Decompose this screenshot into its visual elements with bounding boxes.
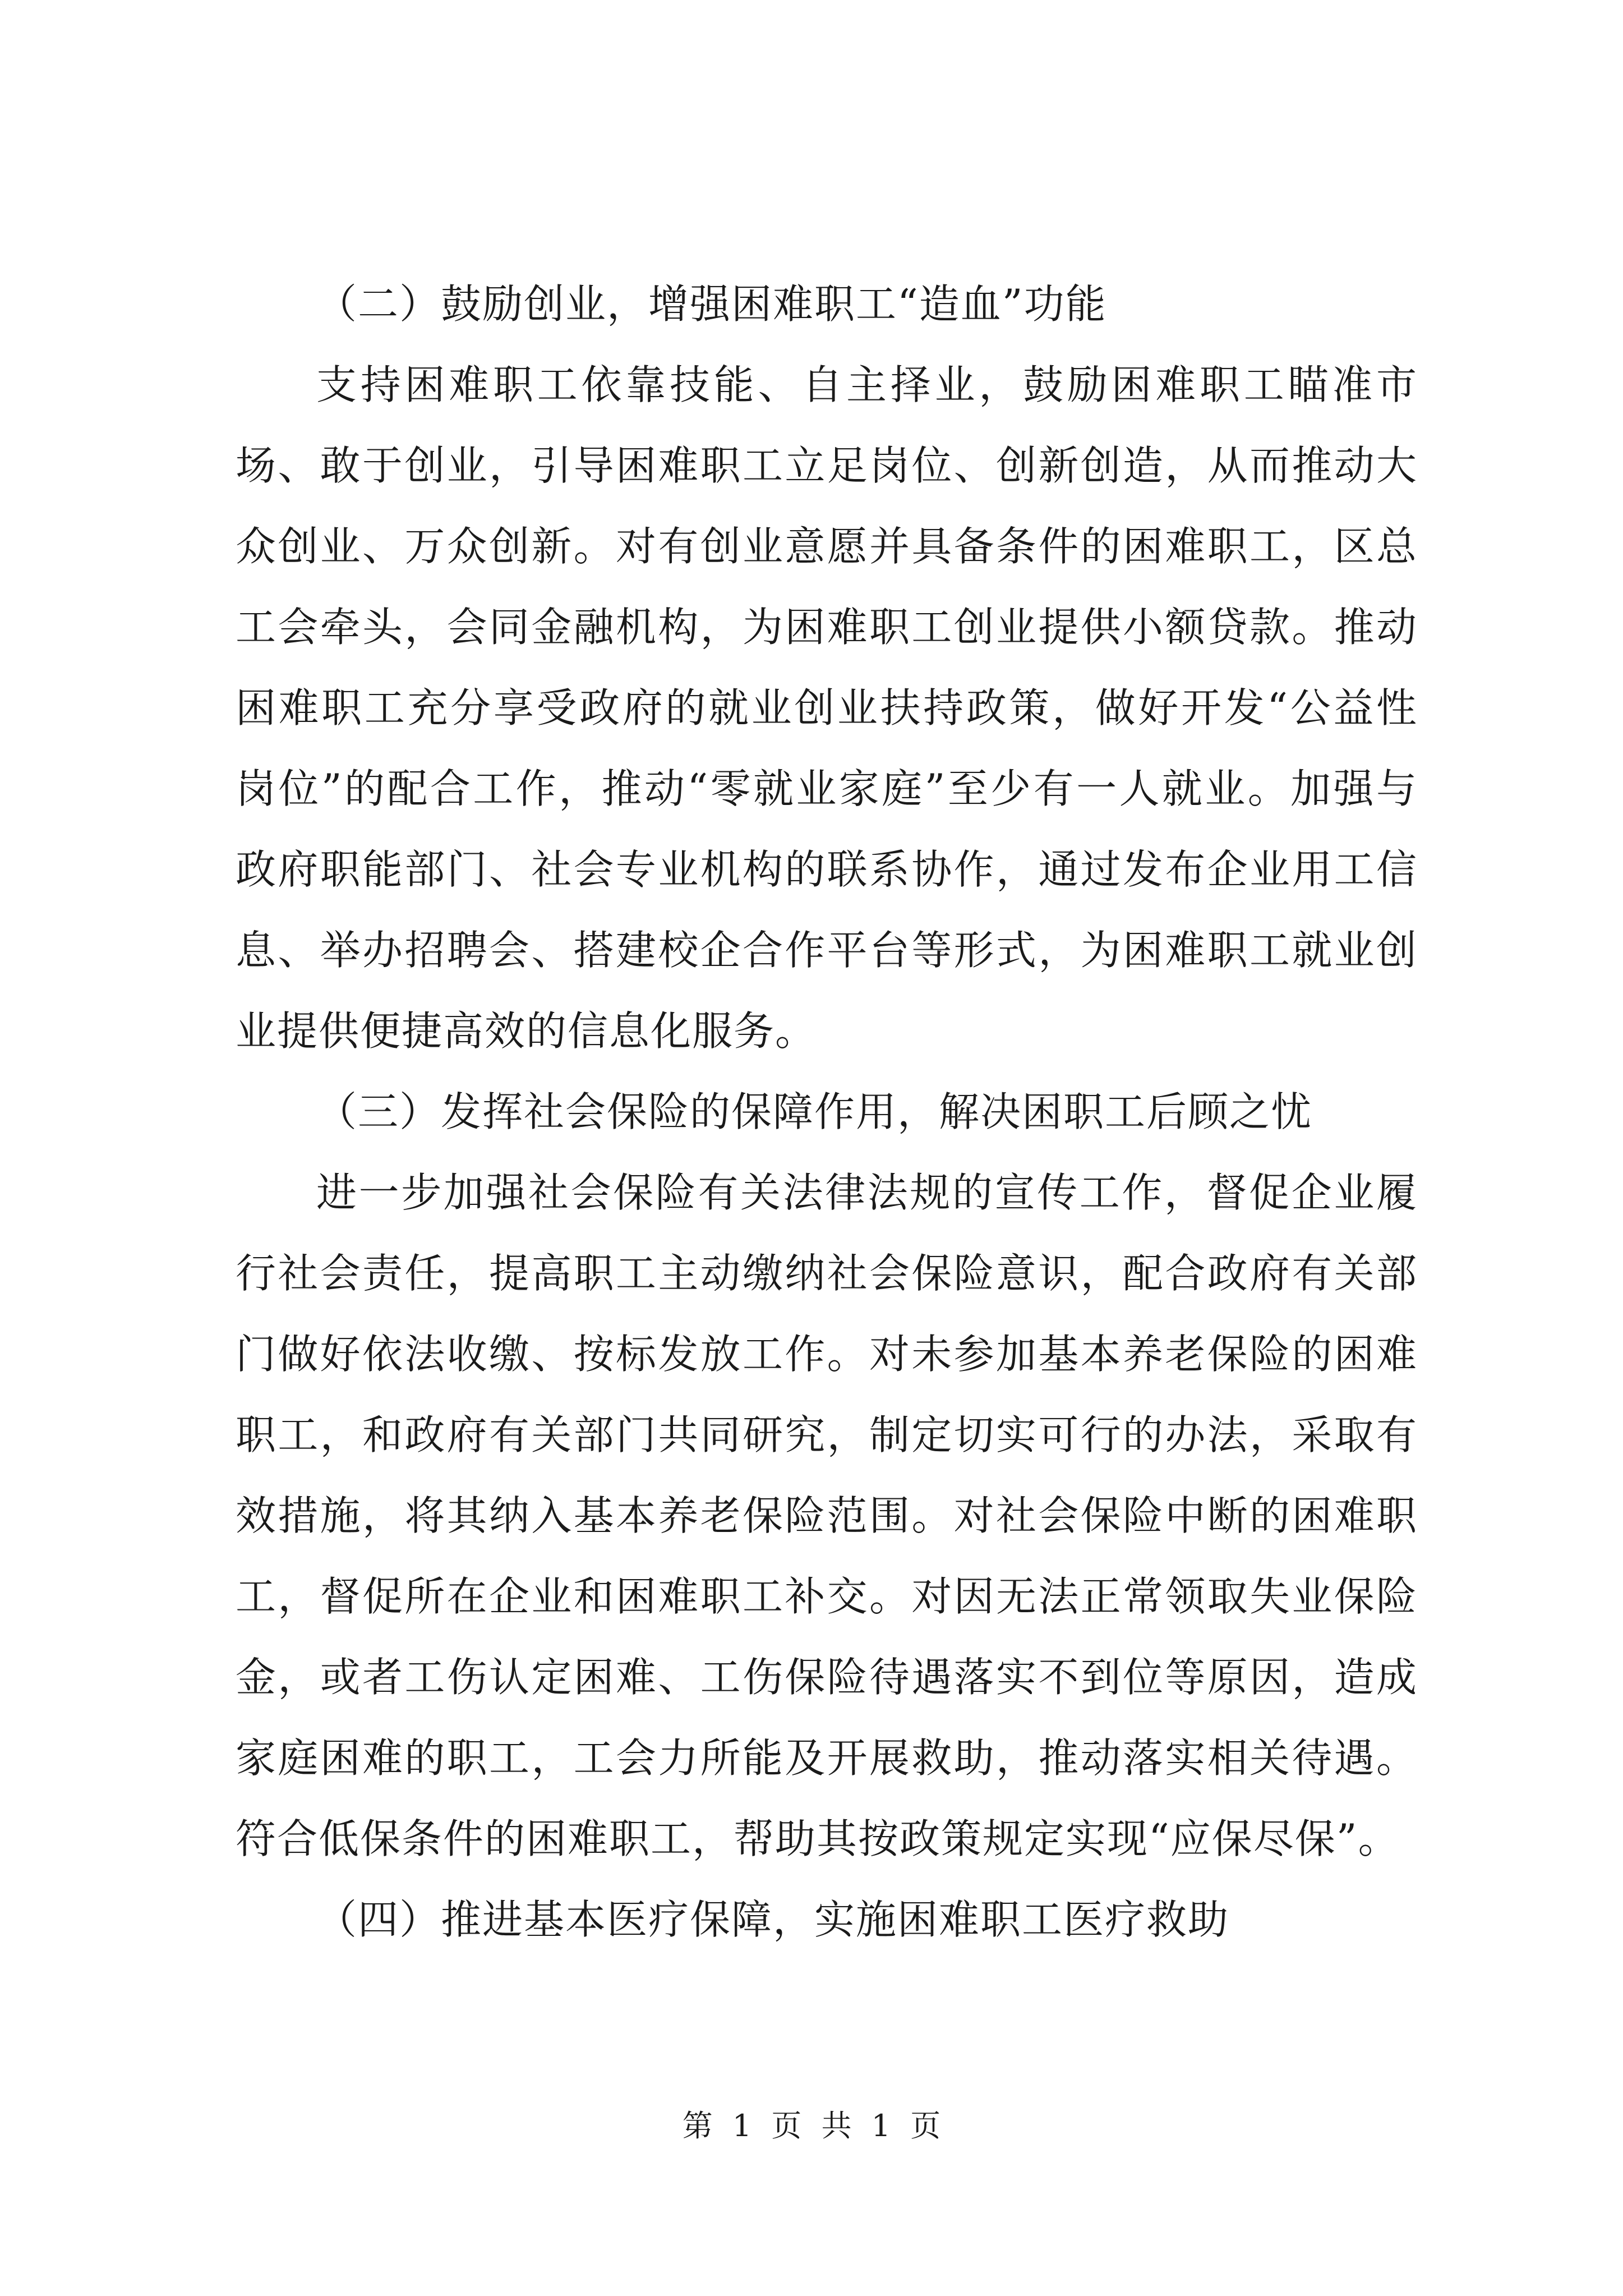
section-heading-4: （四）推进基本医疗保障，实施困难职工医疗救助 (316, 1896, 1230, 1943)
section-heading-2: （二）鼓励创业，增强困难职工“造血”功能 (316, 280, 1107, 328)
section-paragraph-3: 进一步加强社会保险有关法律法规的宣传工作，督促企业履行社会责任，提高职工主动缴纳社会保险意识，配合政府有关部门做好依法收缴、按标发放工作。对未参加基本养老保险的困难职工，和政府有关部门共同研究，制定切实可行的办法，采取有效措施，将其纳入基本养老保险范围。对社会保险中断的困难职工，督促所在企业和困难职工补交。对因无法正常领取失业保险金，或者工伤认定困难、工伤保险待遇落实不到位等原因，造成家庭困难的职工，工会力所能及开展救助，推动落实相关待遇。符合低保条件的困难职工，帮助其按政策规定实现“应保尽保”。 (236, 1169, 1418, 1862)
section-heading-3: （三）发挥社会保险的保障作用，解决困职工后顾之忧 (316, 1088, 1313, 1135)
document-body (236, 264, 1418, 1960)
section-paragraph-2: 支持困难职工依靠技能、自主择业，鼓励困难职工瞄准市场、敢于创业，引导困难职工立足岗位、创新创造，从而推动大众创业、万众创新。对有创业意愿并具备条件的困难职工，区总工会牵头，会同金融机构，为困难职工创业提供小额贷款。推动困难职工充分享受政府的就业创业扶持政策，做好开发“公益性岗位”的配合工作，推动“零就业家庭”至少有一人就业。加强与政府职能部门、社会专业机构的联系协作，通过发布企业用工信息、举办招聘会、搭建校企合作平台等形式，为困难职工就业创业提供便捷高效的信息化服务。 (236, 361, 1418, 1055)
page-number-footer: 第 1 页 共 1 页 (682, 2108, 941, 2143)
